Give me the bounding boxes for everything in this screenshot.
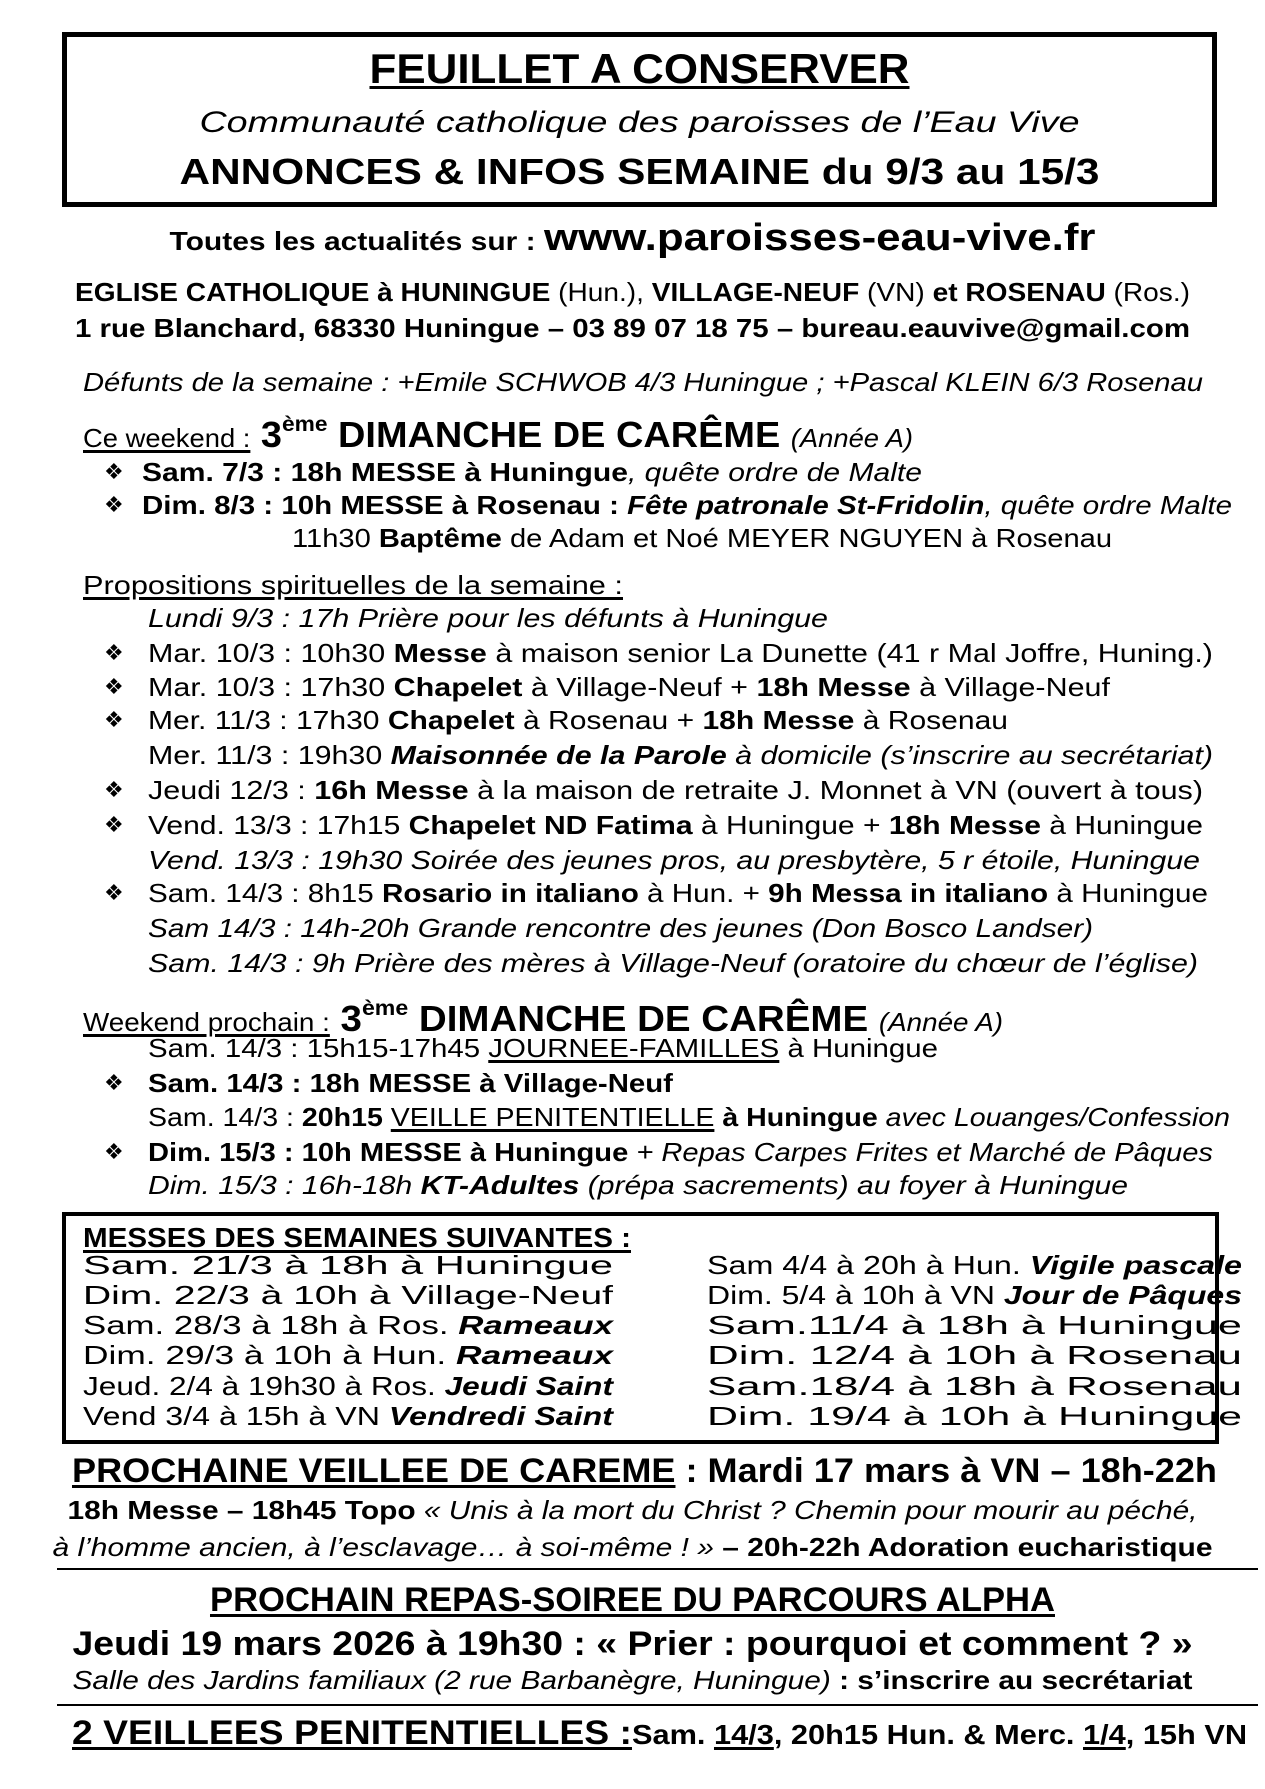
text-run: avec Louanges/Confession [877, 1102, 1231, 1132]
announcement-mar-10-3-b [148, 674, 1110, 700]
bullet-diamond-icon: ❖ [104, 880, 124, 905]
text-run: (Année A) [790, 423, 914, 454]
alpha-date [0, 1627, 1265, 1661]
text-run: Mar. 10/3 : 17h30 [148, 672, 394, 702]
text-run: 3 [329, 998, 362, 1040]
text-run: à la maison de retraite J. Monnet à VN (ouvert à tous) [468, 775, 1203, 805]
text-run: 3 [250, 414, 282, 456]
text-run: , quête ordre de Malte [627, 457, 922, 487]
text-run: et ROSENAU [932, 277, 1114, 307]
text-run: VILLAGE-NEUF [651, 277, 868, 307]
text-run: JOURNEE-FAMILLES [488, 1033, 780, 1063]
bullet-diamond-icon: ❖ [104, 674, 124, 699]
header-subtitle-text: Communauté catholique des paroisses de l’Eau Vive [199, 106, 1080, 139]
text-run: Mer. 11/3 : 17h30 [148, 705, 388, 735]
mass-row [707, 1373, 1242, 1399]
website-link[interactable]: www.paroisses-eau-vive.fr [544, 217, 1096, 259]
announcement-sam-7-3 [142, 459, 922, 485]
text-run: à Rosenau + [514, 705, 703, 735]
vigil-topic-line-2 [0, 1534, 1265, 1560]
mass-row [707, 1282, 1242, 1308]
text-run: DIMANCHE DE CARÊME [327, 414, 791, 456]
mass-row [707, 1342, 1242, 1368]
announcement-vend-13-3-a [148, 812, 1203, 838]
text-run: 18h Messe [702, 705, 855, 735]
announcement-sam-14-3-veille [148, 1104, 1230, 1130]
announcement-dim-15-3-kt [148, 1172, 1128, 1198]
bullet-diamond-icon: ❖ [104, 777, 124, 802]
bullet-diamond-icon: ❖ [104, 640, 124, 665]
announcement-ce-weekend [83, 410, 914, 456]
text-run: à Rosenau [854, 705, 1008, 735]
deceased-text: Défunts de la semaine : +Emile SCHWOB 4/3 Huningue ; +Pascal KLEIN 6/3 Rosenau [83, 367, 1203, 397]
announcement-weekend-prochain [83, 994, 1004, 1040]
text-run: Dim. 22/3 à 10h à Village-Neuf [83, 1280, 614, 1310]
announcement-mar-10-3-a [148, 640, 1213, 666]
alpha-date-text: Jeudi 19 mars 2026 à 19h30 : « Prier : pourquoi et comment ? » [72, 1625, 1193, 1663]
header-week-text: ANNONCES & INFOS SEMAINE du 9/3 au 15/3 [179, 151, 1100, 192]
announcement-dim-8-3 [142, 492, 1232, 518]
text-run: (VN) [867, 277, 933, 307]
mass-row [83, 1403, 613, 1429]
mass-row [707, 1403, 1242, 1429]
text-run: à Huningue + [692, 810, 889, 840]
text-run: Dim. 5/4 à 10h à VN [707, 1280, 1004, 1310]
mass-row [707, 1252, 1242, 1278]
vigil-when: : Mardi 17 mars à VN – 18h-22h [675, 1452, 1217, 1490]
announcement-sam-14-3-familles [148, 1035, 938, 1061]
text-run: Vend. 13/3 : 19h30 Soirée des jeunes pros, au presbytère, 5 r étoile, Huningue [148, 845, 1200, 875]
penitential-title: 2 VEILLEES PENITENTIELLES : [72, 1714, 632, 1752]
header-title [36, 45, 1244, 92]
text-run: Rameaux [455, 1340, 614, 1370]
text-run: Sam. 14/3 : [148, 1102, 302, 1132]
text-run: – 20h-22h Adoration eucharistique [713, 1532, 1213, 1562]
mass-row [707, 1312, 1242, 1338]
bullet-diamond-icon: ❖ [104, 812, 124, 837]
text-run: Vendredi Saint [388, 1401, 613, 1431]
text-run: Sam 14/3 : 14h-20h Grande rencontre des jeunes (Don Bosco Landser) [148, 913, 1094, 943]
text-run: Salle des Jardins familiaux (2 rue Barbanègre, Huningue) [72, 1665, 831, 1695]
text-run: à Village-Neuf + [522, 672, 757, 702]
text-run: Vend. 13/3 : 17h15 [148, 810, 409, 840]
text-run: Sam.18/4 à 18h à Rosenau [707, 1371, 1242, 1401]
header-title-text: FEUILLET A CONSERVER [369, 45, 910, 92]
mass-row [83, 1312, 613, 1338]
text-run: Sam. 28/3 à 18h à Ros. [83, 1310, 459, 1340]
text-run: Jeudi Saint [444, 1371, 613, 1401]
news-line [0, 219, 1265, 257]
vigil-topic-line-1 [0, 1497, 1265, 1523]
masses-title [83, 1224, 631, 1252]
bullet-diamond-icon: ❖ [104, 1070, 124, 1095]
announcement-sam-14-3-messe [148, 1070, 673, 1096]
text-run: Rosario in italiano [381, 878, 639, 908]
vigil-heading [72, 1454, 1217, 1488]
text-run: (Ros.) [1113, 277, 1190, 307]
mass-row [83, 1373, 613, 1399]
text-run: Chapelet ND Fatima [408, 810, 693, 840]
text-run: , 20h15 Hun. & Merc. [773, 1719, 1084, 1750]
text-run: Jour de Pâques [1003, 1280, 1243, 1310]
text-run: (Hun.), [558, 277, 652, 307]
text-run: Lundi 9/3 : 17h Prière pour les défunts à Huningue [148, 603, 828, 633]
text-run: 9h Messa in italiano [768, 878, 1049, 908]
masses-title-text: MESSES DES SEMAINES SUIVANTES : [83, 1222, 632, 1253]
text-run: 1/4 [1083, 1719, 1126, 1750]
text-run: ème [281, 410, 328, 436]
text-run: « Unis à la mort du Christ ? Chemin pour mourir au péché, [423, 1495, 1198, 1525]
text-run: ème [361, 994, 409, 1020]
text-run: à Huningue [1048, 878, 1208, 908]
text-run: (Année A) [878, 1007, 1004, 1038]
vigil-title: PROCHAINE VEILLEE DE CAREME [72, 1452, 676, 1490]
text-run: à Huningue [1040, 810, 1203, 840]
text-run: Messe [393, 638, 487, 668]
divider-2 [57, 1704, 1258, 1706]
church-line [0, 279, 1265, 305]
text-run: Baptême [378, 523, 502, 553]
announcement-sam-14-3-b [148, 915, 1093, 941]
text-run: KT-Adultes [420, 1170, 580, 1200]
text-run: Vend 3/4 à 15h à VN [83, 1401, 389, 1431]
announcement-bapteme [292, 525, 1112, 551]
text-run: 18h Messe [756, 672, 911, 702]
text-run: 20h15 [301, 1102, 391, 1132]
text-run: 18h Messe – 18h45 Topo [67, 1495, 424, 1525]
text-run: Dim. 29/3 à 10h à Hun. [83, 1340, 456, 1370]
penitential-line [72, 1716, 1247, 1750]
announcement-sam-14-3-a [148, 880, 1208, 906]
announcement-mer-11-3-a [148, 707, 1008, 733]
address-line [0, 315, 1265, 341]
text-run: + Repas Carpes Frites et Marché de Pâques [628, 1137, 1213, 1167]
mass-row [83, 1252, 613, 1278]
deceased-line [83, 369, 1203, 395]
text-run: , 15h VN [1125, 1719, 1248, 1750]
penitential-details [632, 1719, 1247, 1750]
announcement-mer-11-3-b [148, 742, 1213, 768]
text-run: 14/3 [713, 1719, 774, 1750]
text-run: Sam. 14/3 : 15h15-17h45 [148, 1033, 489, 1063]
text-run: à domicile (s’inscrire au secrétariat) [726, 740, 1214, 770]
mass-row [83, 1282, 613, 1308]
text-run: Jeudi 12/3 : [148, 775, 315, 805]
text-run: Chapelet [393, 672, 523, 702]
bullet-diamond-icon: ❖ [104, 459, 124, 484]
text-run: EGLISE CATHOLIQUE à HUNINGUE [75, 277, 559, 307]
text-run: Vigile pascale [1029, 1250, 1242, 1280]
header-subtitle [0, 108, 1265, 138]
text-run: Dim. 19/4 à 10h à Huningue [707, 1401, 1243, 1431]
text-run: Sam. 21/3 à 18h à Huningue [83, 1250, 614, 1280]
text-run: Rameaux [458, 1310, 613, 1340]
text-run: Sam. [631, 1719, 714, 1750]
bullet-diamond-icon: ❖ [104, 1139, 124, 1164]
text-run: à maison senior La Dunette (41 r Mal Joffre, Huning.) [486, 638, 1213, 668]
text-run: Mer. 11/3 : 19h30 [148, 740, 391, 770]
text-run: Dim. 15/3 : 16h-18h [148, 1170, 421, 1200]
text-run: Sam 4/4 à 20h à Hun. [707, 1250, 1030, 1280]
text-run: Maisonnée de la Parole [390, 740, 727, 770]
text-run: Jeud. 2/4 à 19h30 à Ros. [83, 1371, 445, 1401]
text-run: Sam. 14/3 : 18h MESSE à Village-Neuf [148, 1068, 673, 1098]
text-run: à Village-Neuf [910, 672, 1110, 702]
text-run: à l’homme ancien, à l’esclavage… à soi-même ! » [52, 1532, 714, 1562]
bullet-diamond-icon: ❖ [104, 707, 124, 732]
text-run: à Huningue [779, 1033, 939, 1063]
text-run: Sam. 14/3 : 8h15 [148, 878, 382, 908]
text-run: Propositions spirituelles de la semaine : [83, 570, 623, 600]
text-run: Sam. 7/3 : 18h MESSE à Huningue [142, 457, 628, 487]
address-text: 1 rue Blanchard, 68330 Huningue – 03 89 07 18 75 – bureau.eauvive@gmail.com [74, 313, 1191, 343]
text-run: , quête ordre Malte [984, 490, 1232, 520]
announcement-propositions [83, 572, 623, 598]
text-run: Ce weekend : [83, 423, 251, 454]
text-run: Chapelet [387, 705, 515, 735]
announcement-lundi-9-3 [148, 605, 828, 631]
text-run: : s’inscrire au secrétariat [830, 1665, 1193, 1695]
announcement-vend-13-3-b [148, 847, 1200, 873]
header-week [0, 151, 1265, 192]
text-run: DIMANCHE DE CARÊME [408, 998, 879, 1040]
text-run: à Hun. + [638, 878, 769, 908]
text-run: Dim. 15/3 : 10h MESSE à Huningue [148, 1137, 629, 1167]
announcement-dim-15-3-messe [148, 1139, 1213, 1165]
alpha-place [0, 1667, 1265, 1693]
announcement-jeudi-12-3 [148, 777, 1203, 803]
text-run: Sam.11/4 à 18h à Huningue [707, 1310, 1242, 1340]
text-run: 16h Messe [314, 775, 469, 805]
alpha-title [0, 1583, 1265, 1617]
divider-1 [57, 1568, 1258, 1570]
mass-row [83, 1342, 613, 1368]
alpha-title-text: PROCHAIN REPAS-SOIREE DU PARCOURS ALPHA [209, 1581, 1055, 1619]
text-run: Sam. 14/3 : 9h Prière des mères à Village-Neuf (oratoire du chœur de l’église) [148, 948, 1199, 978]
text-run: Mar. 10/3 : 10h30 [148, 638, 394, 668]
text-run: à Huningue [714, 1102, 878, 1132]
text-run: 11h30 [292, 523, 379, 553]
text-run: VEILLE PENITENTIELLE [390, 1102, 715, 1132]
text-run: (prépa sacrements) au foyer à Huningue [579, 1170, 1128, 1200]
text-run: Dim. 8/3 : 10h MESSE à Rosenau : [142, 490, 628, 520]
text-run: Fête patronale St-Fridolin [627, 490, 985, 520]
bullet-diamond-icon: ❖ [104, 492, 124, 517]
text-run: Dim. 12/4 à 10h à Rosenau [707, 1340, 1242, 1370]
text-run: Weekend prochain : [83, 1007, 330, 1038]
text-run: de Adam et Noé MEYER NGUYEN à Rosenau [501, 523, 1113, 553]
text-run: 18h Messe [888, 810, 1041, 840]
announcement-sam-14-3-c [148, 950, 1198, 976]
news-label: Toutes les actualités sur : [169, 226, 545, 256]
